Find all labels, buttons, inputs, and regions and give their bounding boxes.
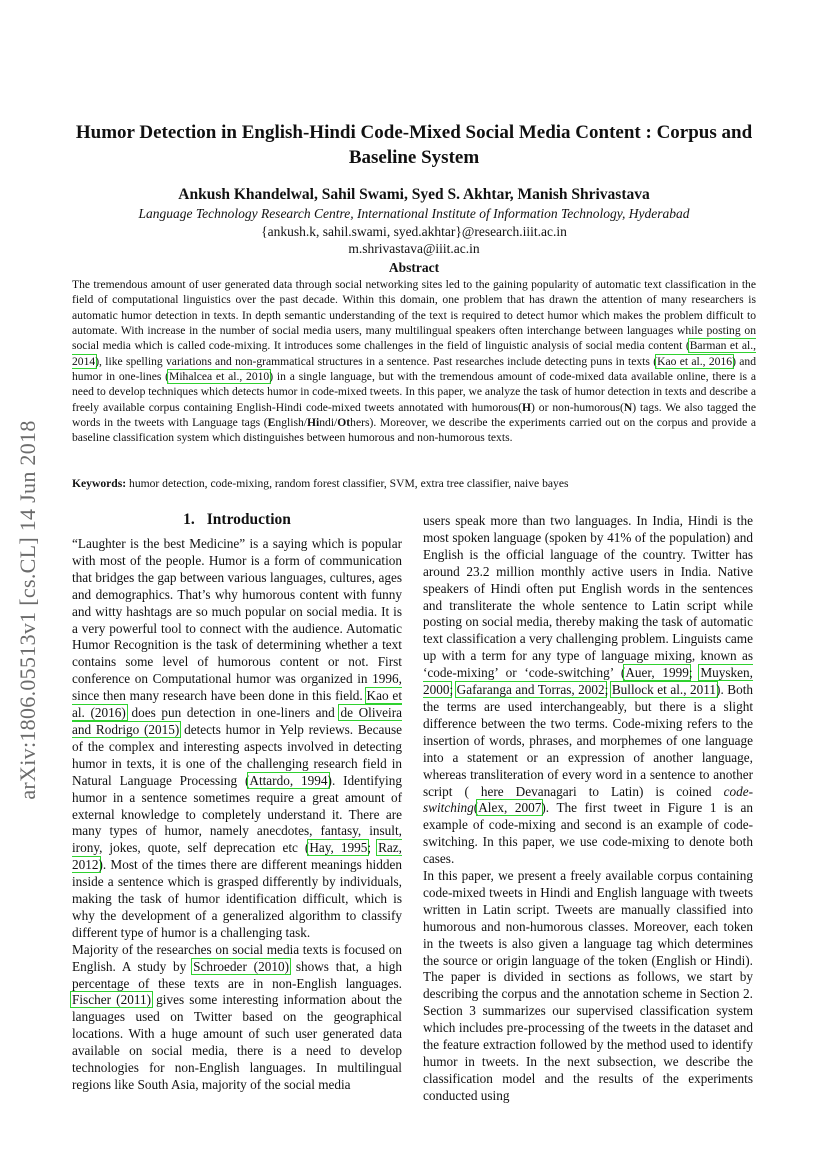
abstract-text-run: ), like spelling variations and non-grammatical structures in a sentence. Past researches include detecting puns in texts (	[95, 354, 658, 368]
body-text: In this paper, we present a freely available corpus containing code-mixed tweets in Hindi and English language with tweets written in Latin script. Tweets are manually classified into humorous and non-humorous classes. Moreover, each token in the tweets is also given a language tag which determines the source or origin language of the token (English or Hindi). The paper is divided in sections as follows, we start by describing the corpus and the annotation scheme in Section 2. Section 3 summarizes our supervised classification system which includes pre-processing of the tweets in the dataset and the feature extraction followed by the method used to identify humor in tweets. In the next subsection, we describe the classification model and the results of the experiments conducted using	[423, 868, 753, 1103]
body-text: ;	[449, 682, 457, 698]
citation-link[interactable]: Barman et al., 2014	[72, 339, 756, 368]
citation-link[interactable]: Muysken, 2000	[423, 665, 753, 698]
email-line-1: {ankush.k, sahil.swami, syed.akhtar}@research.iiit.ac.in	[261, 223, 567, 239]
abstract-text-run: ) in a single language, but with the tremendous amount of code-mixed data available online, there is a need to develop techniques which detects humor in code-mixed tweets. In this paper, we analyze the task of humor detection in texts and describe a freely available corpus containing English-Hindi code-mixed tweets annotated with humorous(	[72, 370, 757, 414]
abstract-text-run: ) tags. We also tagged the words in the tweets with Language tags (	[72, 400, 756, 430]
body-text: Majority of the researches on social media texts is focused on English. A study by	[72, 941, 402, 974]
abstract-text-run: ) or non-humorous(	[531, 400, 624, 414]
body-text: “Laughter is the best Medicine” is a saying which is popular with most of the people. Humor is a form of communication that bridges the gap between various languages, cultures, ages and demographics. That’s why humorous content with funny and witty hashtags are so much popular on social media. It is a very powerful tool to connect with the audience. Automatic Humor Recognition is the task of determining whether a text contains some level of humorous content or not. First conference on Computational humor was organized in 1996, since then many research have been done in this field.	[72, 536, 402, 704]
bold-tag: E	[267, 416, 276, 430]
bold-tag: H	[521, 400, 532, 414]
section-number: 1.	[183, 511, 195, 528]
section-heading	[72, 510, 402, 530]
abstract-text-run: ) and humor in one-lines (	[72, 354, 756, 384]
body-text: detects humor in Yelp reviews. Because of the complex and interesting aspects involved in detecting humor in texts, it is one of the challenging research field in Natural Language Processing (	[72, 721, 402, 788]
citation-link[interactable]: Schroeder (2010)	[193, 958, 289, 974]
body-text: ). Most of the times there are different meanings hidden inside a sentence which is grasped differently by individuals, making the task of humor identification difficult, which is why the development of a generalized algorithm to classify different type of humor is a challenging task.	[72, 857, 402, 940]
arxiv-identifier-stamp	[8, 370, 48, 850]
citation-link[interactable]: Mihalcea et al., 2010	[169, 370, 270, 384]
body-text: gives some interesting information about the languages used on Twitter based on the geographical locations. With a huge amount of such user generated data available on social media, there is a need to develop technologies for non-English languages. In multilingual regions like South Asia, majority of the social media	[72, 992, 402, 1092]
abstract-text	[72, 277, 756, 446]
italic-term: code-switching	[423, 783, 753, 816]
body-text: ). The first tweet in Figure 1 is an example of code-mixing and second is an example of code-switching. In this paper, we use code-mixing to denote both cases.	[423, 800, 753, 867]
affiliation-block	[72, 205, 756, 258]
bold-tag: Ot	[337, 416, 351, 430]
body-text: ). Identifying humor in a sentence sometimes require a great amount of external knowledge to completely understand it. There are many types of humor, namely anecdotes, fantasy, insult, irony, jokes, quote, self deprecation etc (	[72, 772, 402, 856]
keywords-label: Keywords:	[72, 477, 127, 490]
citation-link[interactable]: Hay, 1995	[309, 840, 368, 856]
citation-link[interactable]: de Oliveira and Rodrigo (2015)	[72, 705, 402, 737]
keywords-list: humor detection, code-mixing, random forest classifier, SVM, extra tree classifier, naive bayes	[129, 477, 569, 490]
abstract-heading: Abstract	[388, 260, 440, 275]
body-text: ). Both the terms are used interchangeably, but there is a slight difference between the two terms. Code-mixing refers to the insertion of words, phrases, and morphemes of one language into a statement or an expression of another language, whereas transliteration of every word in a sentence to another script ( here Devanagari to Latin) is coined	[423, 682, 754, 799]
arxiv-identifier: arXiv:1806.05513v1 [cs.CL] 14 Jun 2018	[15, 420, 40, 800]
email-line-2: m.shrivastava@iiit.ac.in	[348, 241, 480, 256]
bold-tag: Hi	[306, 416, 320, 430]
section-title: Introduction	[206, 511, 291, 528]
citation-link[interactable]: Fischer (2011)	[72, 992, 151, 1008]
body-text: shows that, a high percentage of these texts are in non-English languages.	[72, 958, 403, 991]
paragraph	[423, 868, 753, 1105]
citation-link[interactable]: Alex, 2007	[478, 800, 542, 816]
citation-link[interactable]: Bullock et al., 2011	[611, 682, 717, 698]
keywords-line	[72, 476, 756, 491]
body-text: does pun detection in one-liners and	[125, 705, 341, 721]
bold-tag: N	[623, 400, 633, 414]
body-text: ;	[688, 665, 701, 681]
abstract-text-run: nglish/	[275, 416, 307, 430]
citation-link[interactable]: Attardo, 1994	[249, 772, 328, 788]
left-column	[72, 536, 402, 1094]
author-list: Ankush Khandelwal, Sahil Swami, Syed S. Akhtar, Manish Shrivastava	[178, 186, 650, 203]
paragraph	[72, 536, 402, 942]
paragraph	[423, 513, 753, 868]
right-column	[423, 513, 753, 1105]
body-text: (	[473, 800, 479, 816]
abstract-text-run: The tremendous amount of user generated data through social networking sites led to the gaining popularity of automatic text classification in the field of computational linguistics over the past decade. Within this domain, one problem that has drawn the attention of many researchers is automatic humor detection in texts. In depth semantic understanding of the text is required to detect humor which makes the problem difficult to automate. With increase in the number of social media users, many multilingual speakers often interchange between languages while posting on social media which is called code-mixing. It introduces some challenges in the field of linguistic analysis of social media content (	[72, 278, 756, 353]
paragraph	[72, 942, 402, 1094]
affiliation: Language Technology Research Centre, International Institute of Information Technology, Hyderabad	[138, 206, 690, 221]
citation-link[interactable]: Kao et al., 2016	[657, 354, 733, 368]
citation-link[interactable]: Gafaranga and Torras, 2002	[456, 682, 605, 698]
abstract-text-run: hers). Moreover, we describe the experiments carried out on the corpus and provide a baseline classification system which distinguishes between humorous and non-humorous texts.	[72, 416, 756, 445]
citation-link[interactable]: Auer, 1999	[625, 665, 689, 681]
body-text: ;	[604, 682, 612, 698]
body-text: users speak more than two languages. In India, Hindi is the most spoken language (spoken by 41% of the population) and English is the official language of the country. Twitter has around 23.2 million monthly active users in India. Native speakers of Hindi often put English words in the sentences and transliterate the whole sentence to Latin script while posting on social media, thereby making the task of automatic text classification a very challenging problem. Linguists came up with a term for any type of language mixing, known as ‘code-mixing’ or ‘code-switching’ (	[423, 513, 753, 681]
body-text: ;	[367, 840, 379, 856]
abstract-text-run: ndi/	[319, 416, 338, 430]
citation-link[interactable]: Kao et al. (2016)	[72, 688, 402, 721]
citation-link[interactable]: Raz, 2012	[72, 840, 402, 873]
paper-title: Humor Detection in English-Hindi Code-Mixed Social Media Content : Corpus and Baseline System	[75, 122, 753, 168]
